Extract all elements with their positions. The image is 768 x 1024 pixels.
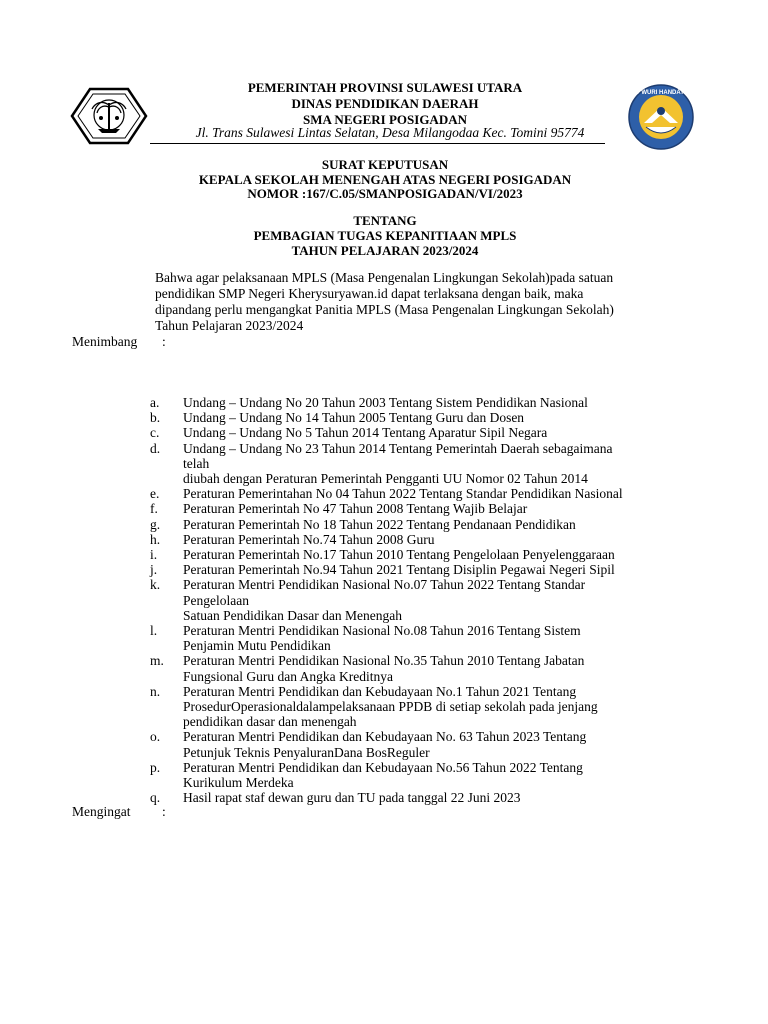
list-item	[150, 441, 690, 487]
list-item	[150, 729, 690, 759]
list-item-text	[183, 486, 690, 501]
list-item-marker: p.	[150, 759, 161, 775]
considering-label: Menimbang	[72, 334, 138, 349]
school-address: Jl. Trans Sulawesi Lintas Selatan, Desa Milangodaa Kec. Tomini 95774	[195, 125, 585, 140]
list-item-text	[183, 547, 690, 562]
list-item-text	[183, 425, 690, 440]
list-item-line: Undang – Undang No 5 Tahun 2014 Tentang Aparatur Sipil Negara	[183, 425, 548, 441]
list-item-marker: a.	[150, 395, 160, 410]
list-item-line: Peraturan Mentri Pendidikan Nasional No.07 Tahun 2022 Tentang Standar	[183, 577, 586, 593]
list-item-text	[183, 577, 690, 623]
list-item	[150, 517, 690, 532]
list-item	[150, 760, 690, 790]
subject-line-2: TAHUN PELAJARAN 2023/2024	[291, 243, 479, 258]
list-item-marker: k.	[150, 577, 161, 593]
subject-line-1: PEMBAGIAN TUGAS KEPANITIAAN MPLS	[253, 228, 517, 243]
list-item	[150, 653, 690, 683]
list-item-marker: f.	[150, 501, 158, 517]
list-item-text	[183, 441, 690, 487]
list-item-text	[183, 684, 690, 730]
list-item-marker: j.	[150, 562, 158, 578]
list-item-line: Peraturan Pemerintah No 47 Tahun 2008 Tentang Wajib Belajar	[183, 501, 528, 517]
list-item	[150, 623, 690, 653]
decree-issuer: KEPALA SEKOLAH MENENGAH ATAS NEGERI POSIGADAN	[198, 172, 572, 187]
list-item-text	[183, 760, 690, 790]
remembering-label: Mengingat	[72, 804, 131, 819]
list-item-marker: c.	[150, 425, 160, 441]
remembering-colon: :	[162, 804, 166, 819]
list-item	[150, 547, 690, 562]
list-item-line: Kurikulum Merdeka	[183, 775, 294, 791]
list-item-line: Peraturan Pemerintah No 18 Tahun 2022 Tentang Pendanaan Pendidikan	[183, 516, 576, 532]
list-item-text	[183, 653, 690, 683]
gov-province-title: PEMERINTAH PROVINSI SULAWESI UTARA	[247, 80, 523, 95]
list-item-line: pendidikan dasar dan menengah	[183, 714, 357, 730]
list-item	[150, 532, 690, 547]
list-item-text	[183, 562, 690, 577]
list-item-text	[183, 729, 690, 759]
list-item-line: Peraturan Pemerintah No.94 Tahun 2021 Tentang Disiplin Pegawai Negeri Sipil	[183, 562, 615, 578]
provincial-emblem-logo	[68, 85, 150, 147]
list-item-line: Pengelolaan	[183, 592, 249, 608]
list-item	[150, 410, 690, 425]
list-item-text	[183, 410, 690, 425]
list-item-line: Peraturan Pemerintah No.74 Tahun 2008 Guru	[183, 531, 435, 547]
list-item-line: Petunjuk Teknis PenyaluranDana BosReguler	[183, 744, 430, 760]
list-item-line: ProsedurOperasionaldalampelaksanaan PPDB di setiap sekolah pada jenjang	[183, 699, 598, 715]
list-item-text	[183, 790, 690, 805]
list-item-line: diubah dengan Peraturan Pemerintah Pengganti UU Nomor 02 Tahun 2014	[183, 471, 588, 487]
emblem-motto: TUT WURI HANDAYANI	[628, 90, 694, 96]
list-item-marker: i.	[150, 547, 158, 563]
list-item	[150, 684, 690, 730]
list-item-text	[183, 532, 690, 547]
list-item	[150, 395, 690, 410]
list-item	[150, 577, 690, 623]
header-divider	[150, 143, 605, 144]
list-item-line: Fungsional Guru dan Angka Kreditnya	[183, 668, 393, 684]
list-item-marker: l.	[150, 623, 158, 639]
list-item-marker: n.	[150, 683, 161, 699]
list-item-marker: g.	[150, 516, 161, 532]
considering-text-line-3: dipandang perlu mengangkat Panitia MPLS (Masa Pengenalan Lingkungan Sekolah)	[155, 302, 614, 317]
list-item-text	[183, 501, 690, 516]
subject-heading: TENTANG	[353, 213, 417, 228]
list-item-line: Peraturan Mentri Pendidikan dan Kebudayaan No. 63 Tahun 2023 Tentang	[183, 729, 587, 745]
list-item-line: Peraturan Pemerintahan No 04 Tahun 2022 Tentang Standar Pendidikan Nasional	[183, 486, 623, 502]
list-item	[150, 562, 690, 577]
list-item-text	[183, 395, 690, 410]
list-item	[150, 425, 690, 440]
list-item-line: Undang – Undang No 14 Tahun 2005 Tentang Guru dan Dosen	[183, 410, 525, 426]
list-item-marker: e.	[150, 486, 160, 502]
list-item-line: Peraturan Mentri Pendidikan dan Kebudayaan No.1 Tahun 2021 Tentang	[183, 683, 577, 699]
considering-text-line-4: Tahun Pelajaran 2023/2024	[155, 318, 304, 333]
decree-number: NOMOR :167/C.05/SMANPOSIGADAN/VI/2023	[247, 186, 523, 201]
school-name-title: SMA NEGERI POSIGADAN	[303, 112, 467, 127]
considering-text-line-2: pendidikan SMP Negeri Kherysuryawan.id dapat terlaksana dengan baik, maka	[155, 286, 584, 301]
list-item-marker: b.	[150, 410, 161, 426]
list-item-line: Undang – Undang No 20 Tahun 2003 Tentang Sistem Pendidikan Nasional	[183, 395, 588, 410]
list-item-line: Undang – Undang No 23 Tahun 2014 Tentang Pemerintah Daerah sebagaimana	[183, 440, 613, 456]
list-item-line: Hasil rapat staf dewan guru dan TU pada tanggal 22 Juni 2023	[183, 790, 521, 806]
list-item-text	[183, 517, 690, 532]
list-item-marker: m.	[150, 653, 164, 669]
list-item-marker: q.	[150, 790, 161, 806]
list-item-line: Penjamin Mutu Pendidikan	[183, 638, 331, 654]
list-item-line: Satuan Pendidikan Dasar dan Menengah	[183, 607, 402, 623]
list-item-line: Peraturan Pemerintah No.17 Tahun 2010 Tentang Pengelolaan Penyelenggaraan	[183, 547, 615, 563]
list-item-marker: o.	[150, 729, 161, 745]
list-item-marker: h.	[150, 531, 161, 547]
legal-basis-list	[150, 395, 690, 805]
list-item-text	[183, 623, 690, 653]
list-item-line: Peraturan Mentri Pendidikan Nasional No.35 Tahun 2010 Tentang Jabatan	[183, 653, 585, 669]
tut-wuri-handayani-logo	[622, 83, 700, 151]
considering-text-line-1: Bahwa agar pelaksanaan MPLS (Masa Pengenalan Lingkungan Sekolah)pada satuan	[155, 270, 614, 285]
list-item	[150, 486, 690, 501]
considering-colon: :	[162, 334, 166, 349]
education-office-title: DINAS PENDIDIKAN DAERAH	[291, 96, 479, 111]
list-item-line: Peraturan Mentri Pendidikan Nasional No.08 Tahun 2016 Tentang Sistem	[183, 623, 581, 639]
list-item-line: Peraturan Mentri Pendidikan dan Kebudayaan No.56 Tahun 2022 Tentang	[183, 759, 583, 775]
decree-title: SURAT KEPUTUSAN	[321, 157, 449, 172]
list-item-marker: d.	[150, 440, 161, 456]
list-item	[150, 501, 690, 516]
list-item-line: telah	[183, 455, 210, 471]
list-item	[150, 790, 690, 805]
